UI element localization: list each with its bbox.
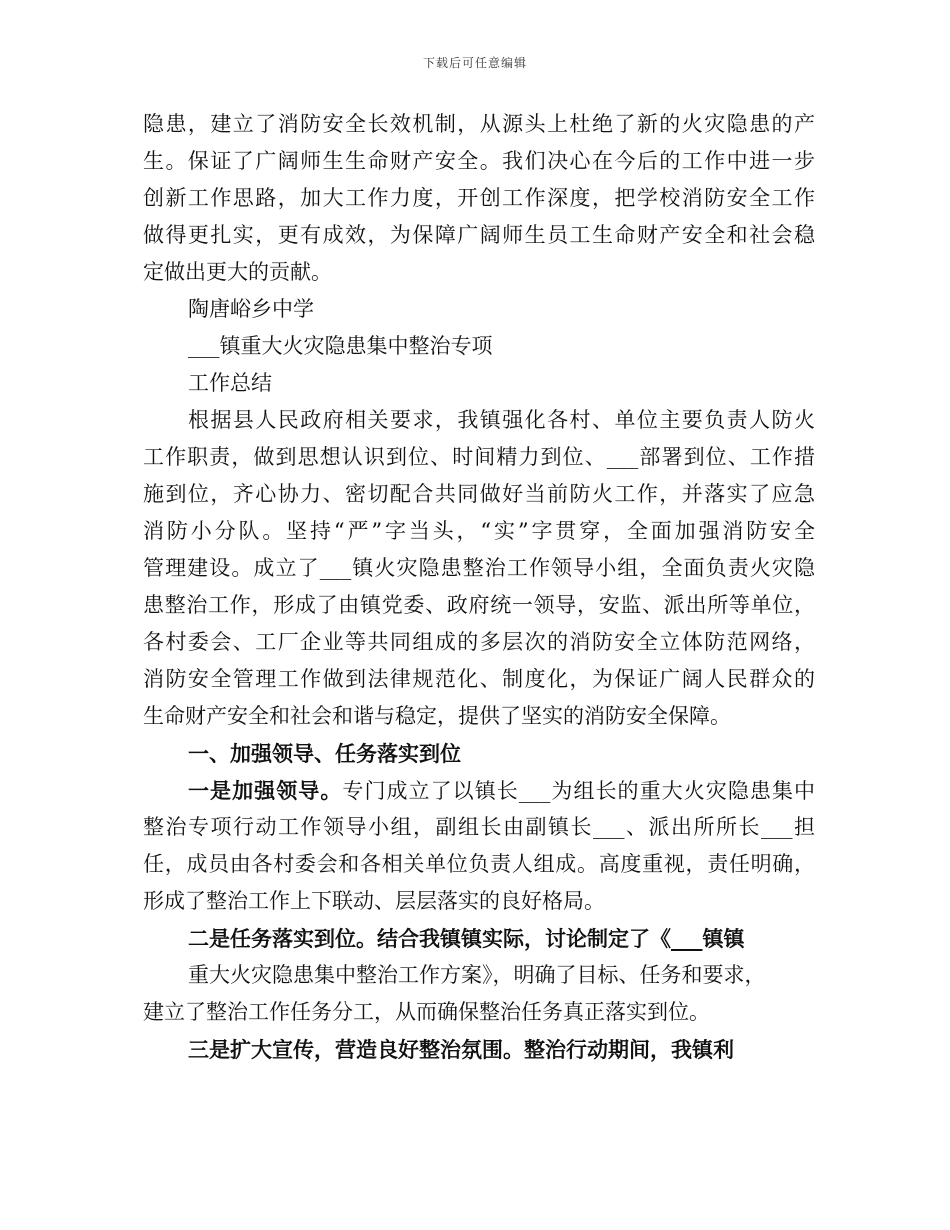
paragraph-line: 任，成员由各村委会和各相关单位负责人组成。高度重视，责任明确，: [143, 852, 815, 876]
document-subtitle: 工作总结: [188, 371, 272, 395]
paragraph-line: 消防安全管理工作做到法律规范化、制度化，为保证广阔人民群众的: [143, 667, 815, 691]
paragraph-line: 管理建设。成立了___镇火灾隐患整治工作领导小组，全面负责火灾隐: [143, 556, 815, 580]
paragraph-line: 患整治工作，形成了由镇党委、政府统一领导，安监、派出所等单位，: [143, 593, 815, 617]
paragraph-line: 三是扩大宣传，营造良好整治氛围。整治行动期间，我镇利: [188, 1037, 734, 1062]
paragraph-line: 整治专项行动工作领导小组，副组长由副镇长___、派出所所长___担: [143, 815, 815, 839]
paragraph-line: 创新工作思路，加大工作力度，开创工作深度，把学校消防安全工作: [143, 186, 815, 210]
lead-text: 专门成立了以镇长___为组长的重大火灾隐患集中: [342, 779, 815, 803]
paragraph-line: 生。保证了广阔师生生命财产安全。我们决心在今后的工作中进一步: [143, 149, 815, 173]
signature: 陶唐峪乡中学: [188, 297, 314, 321]
document-title: ___镇重大火灾隐患集中整治专项: [188, 334, 493, 358]
paragraph-line: 定做出更大的贡献。: [143, 260, 332, 284]
paragraph-line: 做得更扎实，更有成效，为保障广阔师生员工生命财产安全和社会稳: [143, 223, 815, 247]
paragraph-line: 各村委会、工厂企业等共同组成的多层次的消防安全立体防范网络，: [143, 630, 815, 654]
paragraph-line: 根据县人民政府相关要求，我镇强化各村、单位主要负责人防火: [188, 408, 815, 432]
paragraph-line: 重大火灾隐患集中整治工作方案》，明确了目标、任务和要求，: [188, 963, 766, 987]
page-header: 下载后可任意编辑: [422, 56, 527, 70]
paragraph-line: 建立了整治工作任务分工，从而确保整治任务真正落实到位。: [143, 1000, 710, 1024]
paragraph-line: 生命财产安全和社会和谐与稳定，提供了坚实的消防安全保障。: [143, 704, 731, 728]
paragraph-line: [143, 772, 815, 809]
paragraph-line: 形成了整治工作上下联动、层层落实的良好格局。: [143, 889, 605, 913]
paragraph-line: 消防小分队。坚持“严”字当头，“实”字贯穿，全面加强消防安全: [143, 519, 815, 543]
paragraph-line: 施到位，齐心协力、密切配合共同做好当前防火工作，并落实了应急: [143, 482, 815, 506]
document-body: [143, 106, 815, 1068]
paragraph-line: 二是任务落实到位。结合我镇镇实际，讨论制定了《___镇镇: [188, 926, 745, 951]
paragraph-line: 隐患，建立了消防安全长效机制，从源头上杜绝了新的火灾隐患的产: [143, 112, 815, 136]
section-heading: 一、加强领导、任务落实到位: [188, 741, 461, 766]
paragraph-line: 工作职责，做到思想认识到位、时间精力到位、___部署到位、工作措: [143, 445, 815, 469]
lead-phrase: 一是加强领导。: [188, 778, 343, 803]
